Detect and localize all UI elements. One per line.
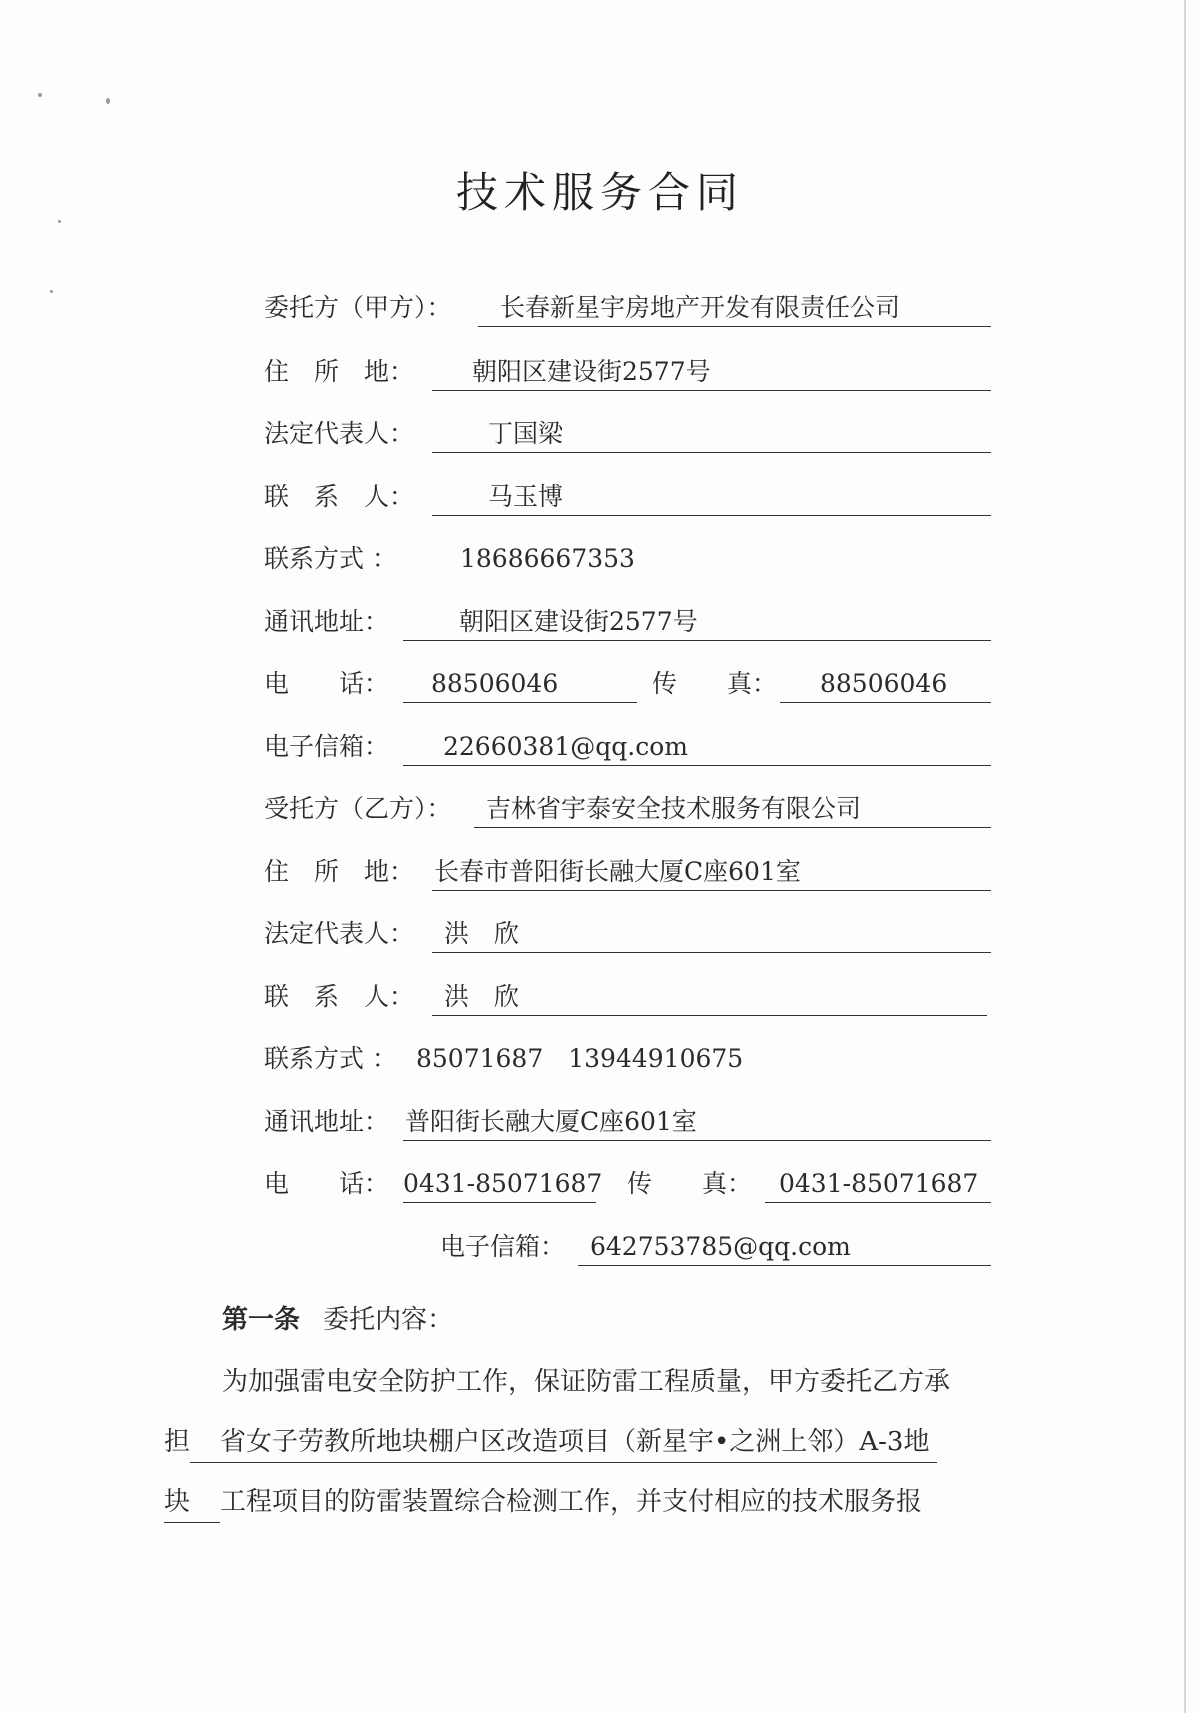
party-a-role-label: 委托方（甲方）： [264, 293, 452, 322]
party-a-contact: 马玉博 [488, 482, 564, 511]
party-a-address: 朝阳区建设街2577号 [472, 357, 711, 386]
scan-speck [106, 98, 110, 104]
party-a-address-field [432, 352, 991, 391]
party-a-fax-label: 传 真： [652, 669, 778, 698]
party-b-phone: 0431-85071687 [403, 1169, 603, 1198]
party-a-name-row [0, 288, 1200, 328]
party-a-email-label: 电子信箱： [264, 732, 390, 761]
party-b-mail-field [403, 1102, 991, 1141]
party-a-method-label: 联系方式 ： [264, 544, 397, 573]
party-a-method-row [0, 539, 1200, 579]
party-b-address-label: 住 所 地： [264, 857, 415, 886]
party-b-contact-field [432, 977, 987, 1016]
party-b-email: 642753785@qq.com [590, 1232, 851, 1261]
document-title: 技术服务合同 [455, 168, 744, 217]
party-b-contact-row [0, 977, 1200, 1017]
party-a-mail-label: 通讯地址： [264, 607, 390, 636]
party-b-email-field [578, 1227, 991, 1266]
party-b-fax-label: 传 真： [627, 1169, 753, 1198]
party-a-rep-label: 法定代表人： [264, 419, 415, 448]
party-a-contact-label: 联 系 人： [264, 482, 415, 511]
party-b-mail-label: 通讯地址： [264, 1107, 390, 1136]
article-1-title: 委托内容： [323, 1305, 454, 1335]
scan-speck [58, 220, 61, 223]
party-b-rep: 洪 欣 [444, 919, 520, 948]
party-a-address-row [0, 352, 1200, 392]
party-b-method-row [0, 1039, 1200, 1079]
party-b-address: 长春市普阳街长融大厦C座601室 [434, 857, 801, 886]
party-b-name-row [0, 789, 1200, 829]
party-a-fax-field [780, 664, 991, 703]
party-b-rep-field [432, 914, 991, 953]
article-1-line-1: 为加强雷电安全防护工作，保证防雷工程质量，甲方委托乙方承 [222, 1367, 951, 1397]
party-a-rep: 丁国梁 [488, 419, 564, 448]
party-b-mail-address: 普阳街长融大厦C座601室 [405, 1107, 697, 1136]
party-a-fax: 88506046 [820, 669, 948, 698]
party-a-method: 18686667353 [460, 544, 635, 573]
party-b-name-field [474, 789, 991, 828]
article-1-number: 第一条 [222, 1305, 301, 1335]
party-a-email-row [0, 727, 1200, 767]
party-b-contact: 洪 欣 [444, 982, 520, 1011]
party-b-name: 吉林省宇泰安全技术服务有限公司 [486, 794, 862, 823]
party-a-rep-field [432, 414, 991, 453]
party-b-method-label: 联系方式 ： [264, 1044, 397, 1073]
party-a-mail-row [0, 602, 1200, 642]
party-a-email: 22660381@qq.com [443, 732, 688, 761]
party-b-email-label: 电子信箱： [440, 1232, 566, 1261]
party-a-contact-row [0, 477, 1200, 517]
scan-speck [38, 93, 42, 97]
article-1-line-2 [164, 1422, 937, 1463]
party-a-phone-label: 电 话： [264, 669, 390, 698]
party-a-address-label: 住 所 地： [264, 357, 415, 386]
party-a-contact-field [432, 477, 991, 516]
party-b-phone-field [403, 1164, 603, 1203]
party-a-name-field [478, 288, 991, 327]
party-a-phone: 88506046 [431, 669, 559, 698]
party-b-email-row [0, 1227, 1200, 1267]
party-a-email-field [403, 727, 991, 766]
party-b-rep-label: 法定代表人： [264, 919, 415, 948]
party-b-method: 85071687 13944910675 [416, 1044, 744, 1073]
party-b-fax: 0431-85071687 [779, 1169, 979, 1198]
article-1-line-3-rest: 工程项目的防雷装置综合检测工作，并支付相应的技术服务报 [220, 1487, 923, 1517]
party-b-phone-label: 电 话： [264, 1169, 390, 1198]
party-b-rep-row [0, 914, 1200, 954]
article-1-line-2-prefix: 担 [164, 1427, 191, 1457]
party-a-mail-address: 朝阳区建设街2577号 [459, 607, 698, 636]
party-b-contact-label: 联 系 人： [264, 982, 415, 1011]
project-name-part-2: 块 [164, 1482, 220, 1523]
party-a-mail-field [403, 602, 991, 641]
party-a-phone-row [0, 664, 1200, 704]
party-b-address-field [432, 852, 991, 891]
party-b-address-row [0, 852, 1200, 892]
party-b-phone-row [0, 1164, 1200, 1204]
article-1-heading [222, 1300, 453, 1340]
article-1-line-3 [164, 1482, 922, 1523]
party-b-mail-row [0, 1102, 1200, 1142]
project-name-part-1: 省女子劳教所地块棚户区改造项目（新星宇•之洲上邻）A-3地 [190, 1422, 937, 1463]
party-b-fax-field [765, 1164, 991, 1203]
party-b-role-label: 受托方（乙方）： [264, 794, 452, 823]
party-a-name: 长春新星宇房地产开发有限责任公司 [500, 293, 901, 322]
party-a-rep-row [0, 414, 1200, 454]
party-a-phone-field [403, 664, 637, 703]
